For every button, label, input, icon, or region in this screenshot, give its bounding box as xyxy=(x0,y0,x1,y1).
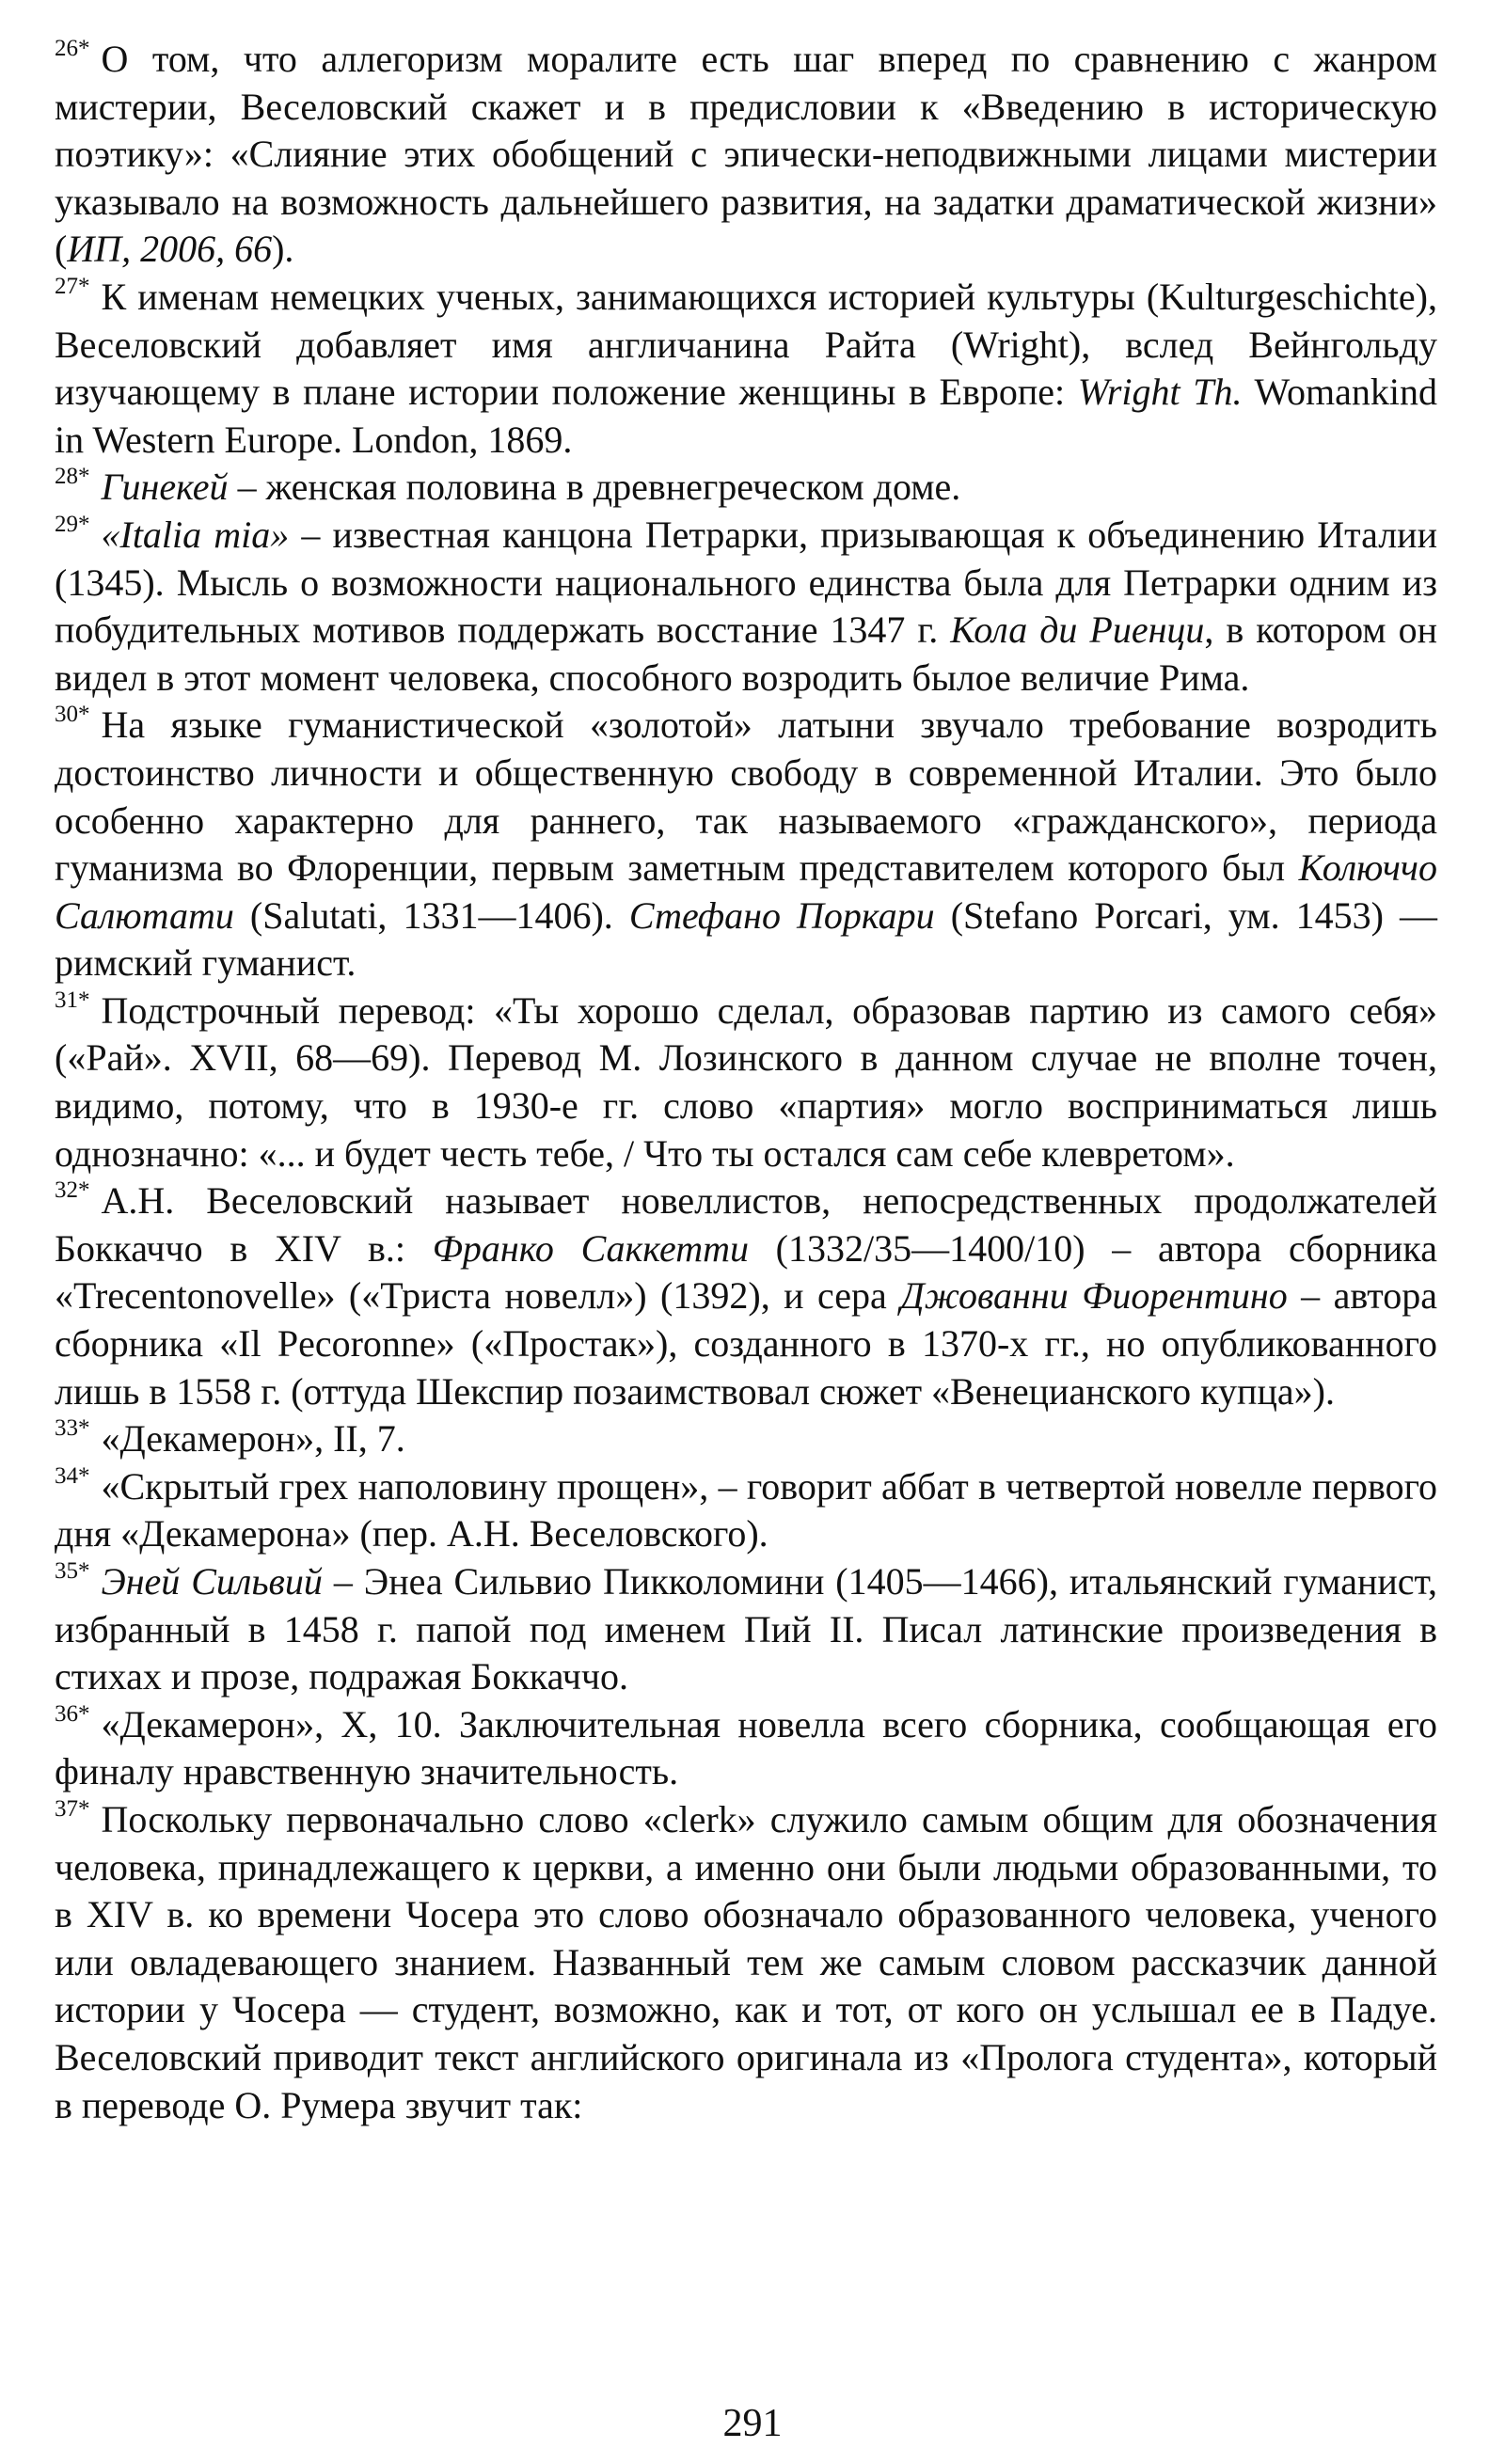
footnote-text: Подстрочный перевод: «Ты хорошо сделал, образовав партию из самого себя» («Рай». XVII, 68—69). Перевод М. Лозинского в данном случае не вполне точен, видимо, потому, что в 1930-е гг. слово «партия» могло восприниматься лишь однозначно: «... и будет честь тебе, / Что ты остался сам себе клевретом». xyxy=(55,988,1437,1175)
footnote-number: 26* xyxy=(55,36,90,61)
footnote-number: 36* xyxy=(55,1700,90,1727)
footnote-text: , в котором он видел в этот момент человека, способного возродить былое величие Рима. xyxy=(55,608,1437,699)
footnote-number: 28* xyxy=(55,464,90,490)
footnote-text: – автора сборника «Il Pecoronne» («Простак»), созданного в 1370-х гг., но опубликованного лишь в 1558 г. (оттуда Шекспир позаимствовал сюжет «Венецианского купца»). xyxy=(55,1274,1438,1413)
footnote-29 xyxy=(55,512,1437,702)
footnote-27 xyxy=(55,274,1437,464)
footnote-30 xyxy=(55,702,1437,987)
footnote-number: 29* xyxy=(55,511,90,537)
footnote-text: (1332/35—1400/10) – автора сборника «Trecentonovelle» («Триста новелл») (1392), и сера xyxy=(55,1226,1437,1318)
footnote-text: К именам немецких ученых, занимающихся историей культуры (Kulturgeschichte), Веселовский добавляет имя англичанина Райта (Wright), вслед Вейнгольду изучающему в плане истории положение женщины в Европе: xyxy=(55,275,1437,414)
footnote-number: 30* xyxy=(55,702,90,728)
footnote-36 xyxy=(55,1701,1437,1796)
footnote-26 xyxy=(55,36,1437,274)
footnote-italic-text: Гинекей xyxy=(101,466,229,509)
footnote-text: «Скрытый грех наполовину прощен», – говорит аббат в четвертой новелле первого дня «Декамерона» (пер. А.Н. Веселовского). xyxy=(55,1464,1437,1556)
footnote-number: 37* xyxy=(55,1795,90,1822)
footnote-italic-text: Джованни Фиорентино xyxy=(900,1274,1288,1318)
footnote-number: 33* xyxy=(55,1415,90,1442)
footnote-italic-text: Франко Саккетти xyxy=(432,1226,749,1270)
footnote-number: 31* xyxy=(55,987,90,1013)
page-number: 291 xyxy=(722,2402,783,2445)
footnote-italic-text: Кола ди Риенци xyxy=(950,608,1205,652)
footnote-text: На языке гуманистической «золотой» латыни звучало требование возродить достоинство личности и общественную свободу в современной Италии. Это было особенно характерно для раннего, так называемого «гражданского», периода гуманизма во Флоренции, первым заметным представителем которого был xyxy=(55,703,1437,890)
footnote-text: А.Н. Веселовский называет новеллистов, непосредственных продолжателей Боккаччо в XIV в.: xyxy=(55,1179,1437,1270)
footnote-italic-text: Стефано Поркари xyxy=(628,893,935,937)
footnote-text: «Декамерон», II, 7. xyxy=(101,1417,405,1461)
footnote-37 xyxy=(55,1796,1437,2129)
footnote-text: О том, что аллегоризм моралите есть шаг вперед по сравнению с жанром мистерии, Веселовский скажет и в предисловии к «Введению в историческую поэтику»: «Слияние этих обобщений с эпически-неподвижными лицами мистерии указывало на возможность дальнейшего развития, на задатки драматической жизни» ( xyxy=(55,38,1437,271)
footnote-text: Поскольку первоначально слово «clerk» служило самым общим для обозначения человека, принадлежащего к церкви, а именно они были людьми образованными, то в XIV в. ко времени Чосера это слово обозначало образованного человека, ученого или овладевающего знанием. Названный тем же самым словом рассказчик данной истории у Чосера — студент, возможно, как и тот, от кого он услышал ее в Падуе. Веселовский приводит текст английского оригинала из «Пролога студента», который в переводе О. Румера звучит так: xyxy=(55,1797,1437,2126)
footnote-33 xyxy=(55,1415,1437,1463)
footnote-35 xyxy=(55,1558,1437,1701)
footnote-italic-text: Wright Th. xyxy=(1077,371,1243,414)
footnote-number: 34* xyxy=(55,1462,90,1489)
footnote-number: 35* xyxy=(55,1558,90,1584)
footnote-text: Womankind in Western Europe. London, 1869. xyxy=(55,371,1437,461)
footnote-text: – известная канцона Петрарки, призывающая к объединению Италии (1345). Мысль о возможности национального единства была для Петрарки одним из побудительных мотивов поддержать восстание 1347 г. xyxy=(55,513,1437,652)
footnote-italic-text: Эней Сильвий xyxy=(101,1560,323,1603)
footnote-text: – женская половина в древнегреческом доме. xyxy=(228,466,961,509)
footnote-text: – Энеа Сильвио Пикколомини (1405—1466), итальянский гуманист, избранный в 1458 г. папой под именем Пий II. Писал латинские произведения в стихах и прозе, подражая Боккаччо. xyxy=(55,1560,1438,1698)
footnote-italic-text: Колюччо Салютати xyxy=(55,846,1437,937)
footnote-text: «Декамерон», X, 10. Заключительная новелла всего сборника, сообщающая его финалу нравственную значительность. xyxy=(55,1702,1437,1793)
footnote-text: (Stefano Porcari, ум. 1453) — римский гуманист. xyxy=(55,893,1437,985)
footnote-italic-text: «Italia mia» xyxy=(101,513,290,556)
footnote-28 xyxy=(55,464,1437,512)
footnotes-column xyxy=(55,36,1437,2129)
footnote-32 xyxy=(55,1177,1437,1415)
footnote-31 xyxy=(55,987,1437,1177)
footnote-text: (Salutati, 1331—1406). xyxy=(233,893,629,937)
footnote-number: 27* xyxy=(55,273,90,299)
footnote-34 xyxy=(55,1463,1437,1558)
footnote-text: ). xyxy=(272,228,294,271)
footnote-number: 32* xyxy=(55,1177,90,1204)
footnote-italic-text: ИП, 2006, 66 xyxy=(67,228,273,271)
